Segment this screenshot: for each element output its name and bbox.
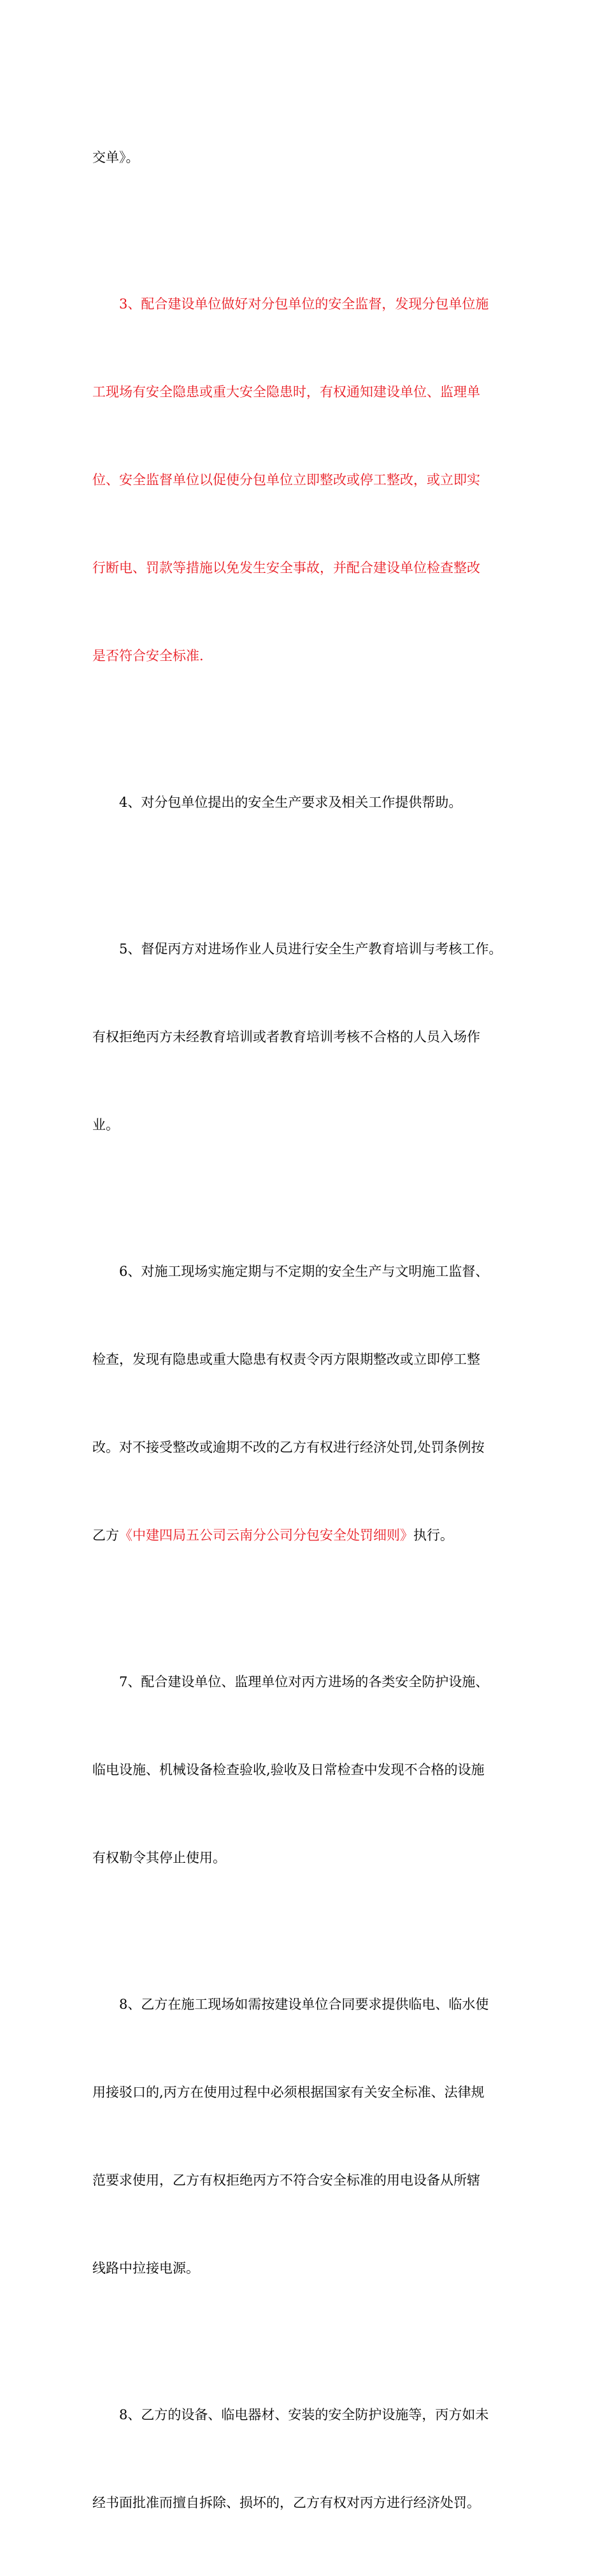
text-line: 用接驳口的,丙方在使用过程中必须根据国家有关安全标准、法律规 (92, 2085, 485, 2100)
text-line: 工现场有安全隐患或重大安全隐患时，有权通知建设单位、监理单 (92, 384, 480, 400)
text-line: 6、对施工现场实施定期与不定期的安全生产与文明施工监督、 (119, 1264, 489, 1279)
text-line: 经书面批准而擅自拆除、损坏的，乙方有权对丙方进行经济处罚。 (92, 2495, 480, 2510)
text-line: 5、督促丙方对进场作业人员进行安全生产教育培训与考核工作。 (119, 941, 502, 957)
text-line: 交单》。 (92, 150, 139, 165)
paragraph-6 (92, 1198, 519, 1609)
paragraph-continuation (92, 84, 519, 231)
text-line: 有权勒令其停止使用。 (92, 1850, 226, 1865)
text-line: 临电设施、机械设备检查验收,验收及日常检查中发现不合格的设施 (92, 1762, 485, 1777)
text-line: 8、乙方的设备、临电器材、安装的安全防护设施等，丙方如未 (119, 2407, 489, 2422)
text-line: 业。 (92, 1117, 119, 1132)
paragraph-5 (92, 876, 519, 1198)
text-prefix: 乙方 (92, 1528, 119, 1543)
text-line: 范要求使用，乙方有权拒绝丙方不符合安全标准的用电设备从所辖 (92, 2173, 480, 2188)
paragraph-8b (92, 2341, 519, 2576)
text-line: 8、乙方在施工现场如需按建设单位合同要求提供临电、临水使 (119, 1997, 489, 2012)
paragraph-8a (92, 1931, 519, 2341)
text-line: 7、配合建设单位、监理单位对丙方进场的各类安全防护设施、 (119, 1674, 489, 1690)
paragraph-7 (92, 1609, 519, 1931)
regulation-title: 《中建四局五公司云南分公司分包安全处罚细则》 (119, 1528, 413, 1543)
text-suffix: 执行。 (413, 1528, 453, 1543)
document-body (92, 84, 519, 2576)
text-line: 位、安全监督单位以促使分包单位立即整改或停工整改，或立即实 (92, 472, 480, 488)
text-line: 行断电、罚款等措施以免发生安全事故，并配合建设单位检查整改 (92, 560, 480, 575)
text-line-mixed (92, 1521, 519, 1550)
paragraph-3 (92, 231, 519, 729)
text-line: 4、对分包单位提出的安全生产要求及相关工作提供帮助。 (119, 795, 462, 810)
text-line: 是否符合安全标准. (92, 648, 204, 663)
text-line: 检查，发现有隐患或重大隐患有权责令丙方限期整改或立即停工整 (92, 1352, 480, 1367)
text-line: 有权拒绝丙方未经教育培训或者教育培训考核不合格的人员入场作 (92, 1029, 480, 1045)
text-line: 线路中拉接电源。 (92, 2261, 199, 2276)
text-line: 3、配合建设单位做好对分包单位的安全监督，发现分包单位施 (119, 296, 489, 312)
text-line: 改。对不接受整改或逾期不改的乙方有权进行经济处罚,处罚条例按 (92, 1440, 485, 1455)
paragraph-4 (92, 729, 519, 876)
